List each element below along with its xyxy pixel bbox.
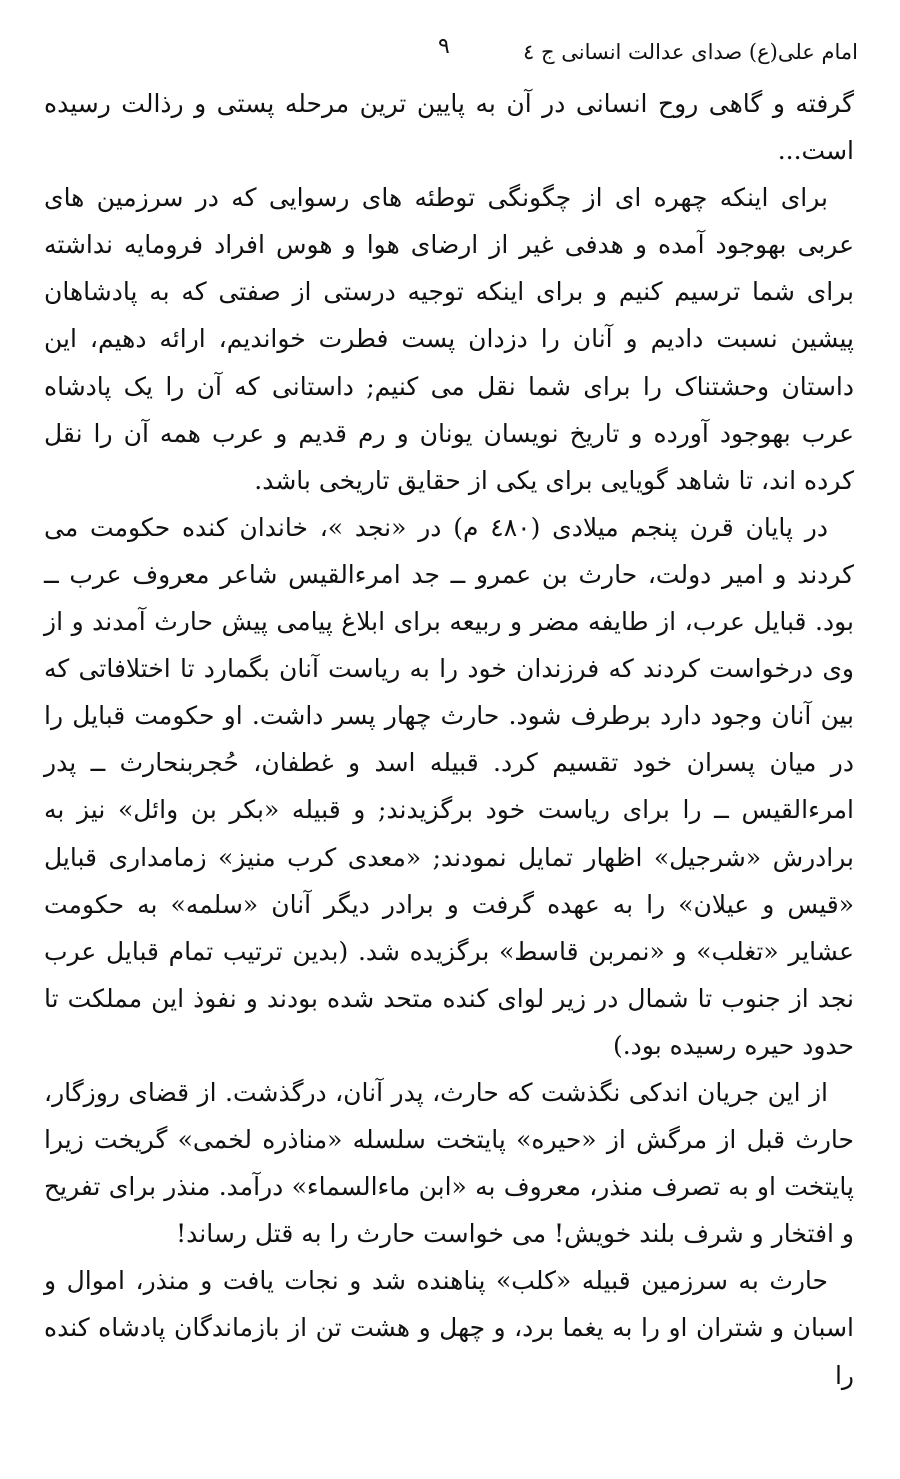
page-number: ٩	[438, 34, 450, 59]
paragraph-harith-refuge: حارث به سرزمین قبیله «کلب» پناهنده شد و نجات یافت و منذر، اموال و اسبان و شتران او را به یغما برد، و چهل و هشت تن از بازماندگان پادشاه کنده را	[44, 1266, 854, 1390]
paragraph-introduction: برای اینکه چهره ای از چگونگی توطئه های رسوایی که در سرزمین های عربی بهوجود آمده و هدفی غیر از ارضای هوا و هوس افراد فرومایه نداشته برای شما ترسیم کنیم و برای اینکه توجیه درستی از صفتی که به پادشاهان پیشین نسبت دادیم و آنان را دزدان پست فطرت خواندیم، ارائه دهیم، این داستان وحشتناک را برای شما نقل می کنیم; داستانی که آن را یک پادشاه عرب بهوجود آورده و تاریخ نویسان یونان و رم قدیم و عرب همه آن را نقل کرده اند، تا شاهد گویایی برای یکی از حقایق تاریخی باشد.	[44, 183, 854, 495]
paragraph-kinda-kingdom: در پایان قرن پنجم میلادی (٤٨٠ م) در «نجد »، خاندان کنده حکومت می کردند و امیر دولت، حارث بن عمرو ــ جد امرءالقیس شاعر معروف عرب ــ بود. قبایل عرب، از طایفه مضر و ربیعه برای ابلاغ پیامی پیش حارث آمدند و از وی درخواست کردند که فرزندان خود را به ریاست آنان بگمارد تا اختلافاتی که بین آنان وجود دارد برطرف شود. حارث چهار پسر داشت. او حکومت قبایل را در میان پسران خود تقسیم کرد. قبیله اسد و غطفان، حُجربنحارث ــ پدر امرءالقیس ــ را برای ریاست خود برگزیدند; و قبیله «بکر بن وائل» نیز به برادرش «شرجیل» اظهار تمایل نمودند; «معدی کرب منیز» زمامداری قبایل «قیس و عیلان» را به عهده گرفت و برادر دیگر آنان «سلمه» به حکومت عشایر «تغلب» و «نمربن قاسط» برگزیده شد. (بدین ترتیب تمام قبایل عرب نجد از جنوب تا شمال در زیر لوای کنده متحد شده بودند و نفوذ این مملکت تا حدود حیره رسیده بود.)	[44, 512, 854, 1060]
running-book-title: امام علی(ع) صدای عدالت انسانی ج ٤	[523, 40, 858, 64]
page-header	[40, 34, 858, 74]
paragraph-harith-death: از این جریان اندکی نگذشت که حارث، پدر آنان، درگذشت. از قضای روزگار، حارث قبل از مرگش از «حیره» پایتخت سلسله «مناذره لخمی» گریخت زیرا پایتخت او به تصرف منذر، معروف به «ابن ماءالسماء» درآمد. منذر برای تفریح و افتخار و شرف بلند خویش! می خواست حارث را به قتل رساند!	[44, 1077, 854, 1249]
page-body	[44, 80, 854, 1399]
paragraph-continuation: گرفته و گاهی روح انسانی در آن به پایین ترین مرحله پستی و رذالت رسیده است...	[44, 89, 854, 166]
